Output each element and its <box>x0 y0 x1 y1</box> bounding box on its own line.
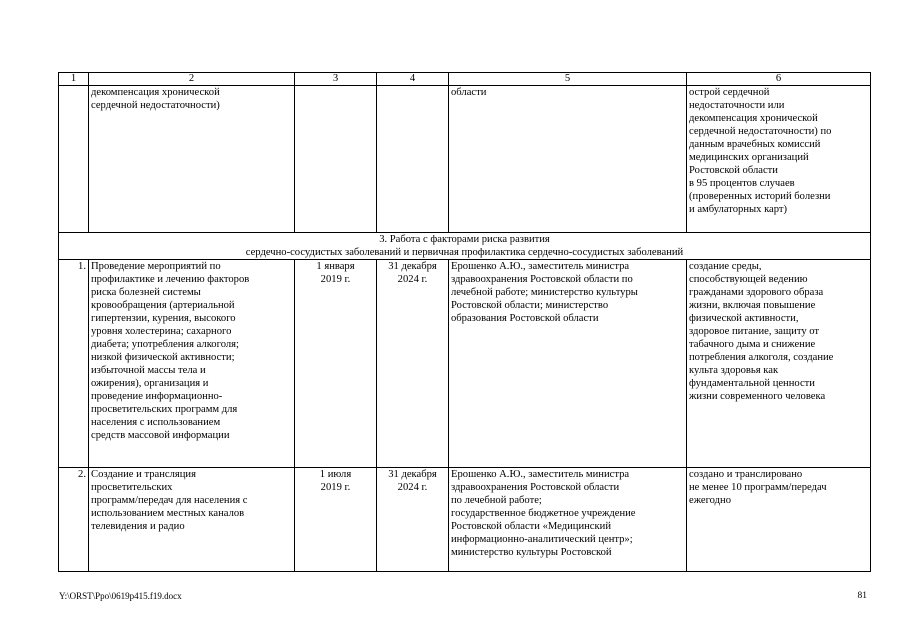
table-row <box>59 260 871 468</box>
header-cell: 4 <box>377 73 449 86</box>
row-end-date <box>377 260 449 468</box>
cell-text: создание среды, способствующей ведению гражданами здорового образа жизни, включая повышение физической активности, здоровое питание, защиту от табачного дыма и снижение потребления алкоголя, создание культа здоровья как фундаментальной ценности жизни современного человека <box>689 261 834 402</box>
cell-desc <box>89 86 295 233</box>
header-cell: 6 <box>687 73 871 86</box>
header-cell: 1 <box>59 73 89 86</box>
cell-resp <box>449 86 687 233</box>
cell-text: Проведение мероприятий по профилактике и лечению факторов риска болезней системы кровообращения (артериальной гипертензии, курения, высокого уровня холестерина; сахарного диабета; употребления алкоголя; низкой физической активности; избыточной массы тела и ожирения), организация и проведение информационно- просветительских программ для населения с использованием средств массовой информации <box>91 261 250 441</box>
row-result <box>687 468 871 572</box>
row-description <box>89 260 295 468</box>
cell-text: острой сердечной недостаточности или декомпенсация хронической сердечной недостаточности) по данным врачебных комиссий медицинских организаций Ростовской области в 95 процентов случаев (проверенных историй болезни и амбулаторных карт) <box>689 87 832 215</box>
cell-text: Ерошенко А.Ю., заместитель министра здравоохранения Ростовской области по лечебной работе; министерство культуры Ростовской области; министерство образования Ростовской области <box>451 261 638 324</box>
cell-text: создано и транслировано не менее 10 программ/передач ежегодно <box>689 469 827 506</box>
cell-text: Создание и трансляция просветительских программ/передач для населения с использованием местных каналов телевидения и радио <box>91 469 248 532</box>
footer-page-number: 81 <box>857 591 867 601</box>
header-cell: 3 <box>295 73 377 86</box>
column-number-header-row <box>59 73 871 86</box>
row-number: 2. <box>59 468 89 572</box>
section-title-line1: 3. Работа с факторами риска развития <box>379 234 550 245</box>
cell-text: 1 июля 2019 г. <box>319 469 352 493</box>
row-start-date <box>295 260 377 468</box>
footer-file-path: Y:\ORST\Ppo\0619p415.f19.docx <box>59 591 182 601</box>
cell-num <box>59 86 89 233</box>
row-start-date <box>295 468 377 572</box>
cell-text: 1 января 2019 г. <box>316 261 355 285</box>
table-row <box>59 468 871 572</box>
continuation-row <box>59 86 871 233</box>
section-heading <box>59 233 871 260</box>
cell-text: 31 декабря 2024 г. <box>388 469 437 493</box>
row-description <box>89 468 295 572</box>
cell-text: Ерошенко А.Ю., заместитель министра здравоохранения Ростовской области по лечебной работе; государственное бюджетное учреждение Ростовской области «Медицинский информационно-аналитический центр»; министерство культуры Ростовской <box>451 469 636 558</box>
cell-text: 31 декабря 2024 г. <box>388 261 437 285</box>
cell-text: декомпенсация хронической сердечной недостаточности) <box>91 87 220 111</box>
header-cell: 5 <box>449 73 687 86</box>
header-cell: 2 <box>89 73 295 86</box>
section-heading-row <box>59 233 871 260</box>
cell-end <box>377 86 449 233</box>
row-number: 1. <box>59 260 89 468</box>
row-responsible <box>449 468 687 572</box>
cell-start <box>295 86 377 233</box>
cell-result <box>687 86 871 233</box>
row-end-date <box>377 468 449 572</box>
measures-table <box>58 72 871 572</box>
cell-text: области <box>451 87 487 98</box>
row-result <box>687 260 871 468</box>
section-title-line2: сердечно-сосудистых заболеваний и первичная профилактика сердечно-сосудистых заболеваний <box>245 247 684 258</box>
row-responsible <box>449 260 687 468</box>
